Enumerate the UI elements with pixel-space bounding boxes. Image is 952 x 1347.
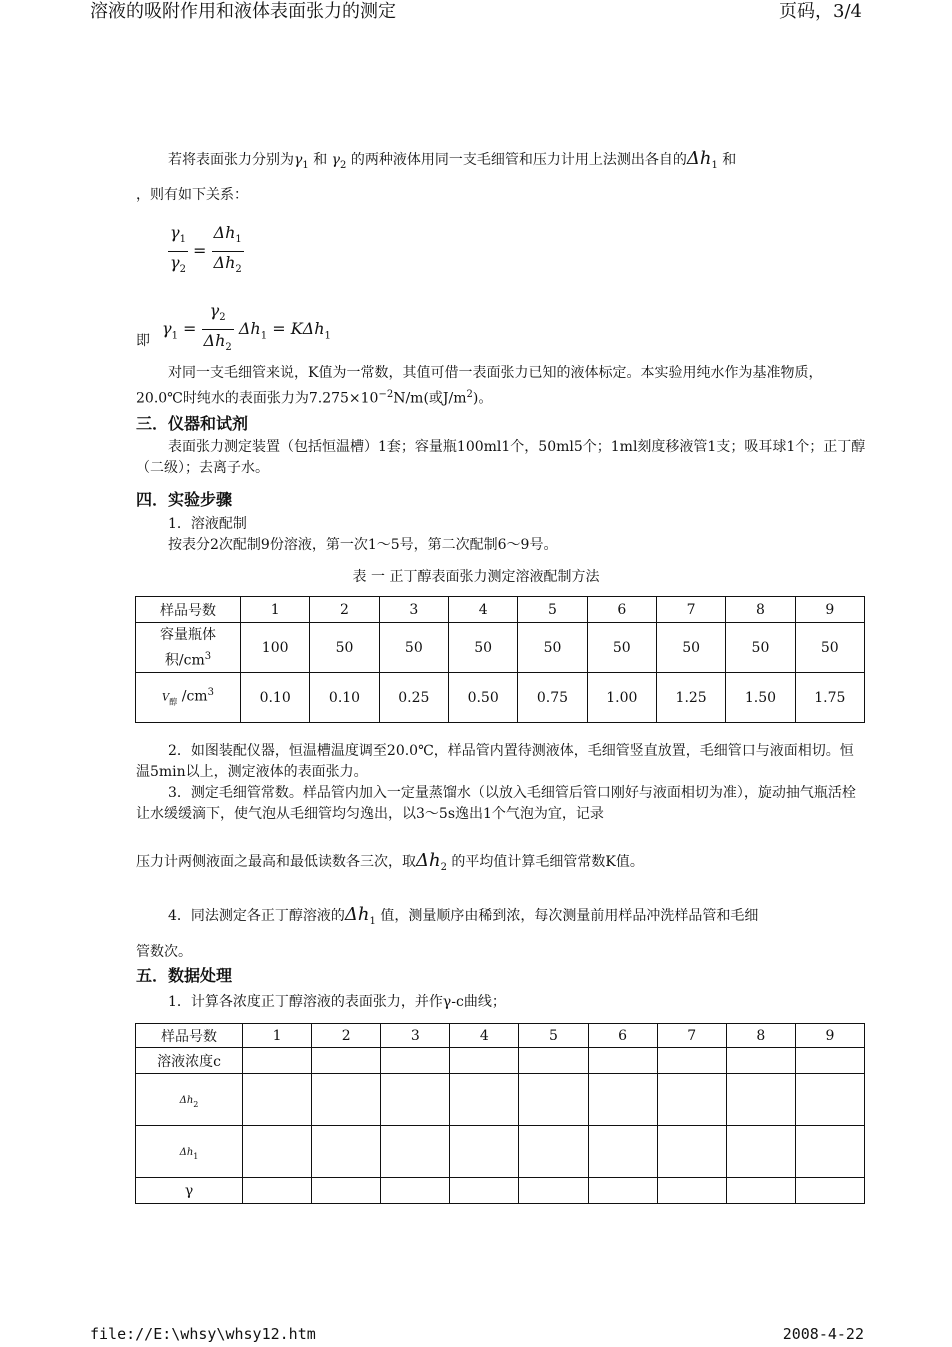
table-row [136,1178,865,1204]
table-header-cell: 4 [448,597,517,623]
step-3-continued: 压力计两侧液面之最高和最低读数各三次，取$\Delta h_2$ 的平均值计算毛细管常数K值。 [136,850,644,873]
table-header-cell: 2 [310,597,379,623]
table-cell: 100 [241,623,310,673]
table-header-cell: 1 [243,1024,312,1048]
table-cell: 0.50 [448,673,517,723]
table-cell: 50 [518,623,587,673]
table-cell: 1.25 [656,673,725,723]
table-cell: 50 [587,623,656,673]
table-header-cell: 3 [379,597,448,623]
footer-date: 2008-4-22 [782,1325,864,1343]
table-cell: 50 [448,623,517,673]
table-row [136,673,865,723]
step-1-title: 1．溶液配制 [168,516,247,532]
step-1-text: 按表分2次配制9份溶液，第一次1～5号，第二次配制6～9号。 [168,537,558,553]
table-row [136,623,865,673]
row-label-alcohol-volume: $V_醇$ $/cm^3$ [136,673,241,723]
equation-ratio: $\frac{\gamma_1}{\gamma_2}$ = $\frac{\Delta h_1}{\Delta h_2}$ [170,223,242,276]
table-header-cell: 6 [587,597,656,623]
header-page-number: 页码，3/4 [779,1,862,22]
row-label-delta-h1: $\Delta h_1$ [136,1126,243,1178]
table-row [136,1074,865,1126]
data-step-1: 1．计算各浓度正丁醇溶液的表面张力，并作γ-c曲线； [168,994,506,1010]
step-2-text: 2．如图装配仪器，恒温槽温度调至20.0℃，样品管内置待测液体，毛细管竖直放置，毛细管口与液面相切。恒温5min以上，测定液体的表面张力。 [136,743,854,780]
footer-file-path: file://E:\whsy\whsy12.htm [90,1325,316,1343]
table-cell: 0.10 [241,673,310,723]
table-1 [135,596,865,723]
table-header-cell: 2 [312,1024,381,1048]
table-header-cell: 4 [450,1024,519,1048]
section-4-title: 四．实验步骤 [136,490,233,509]
table-header-cell: 9 [795,597,864,623]
table-header-cell: 样品号数 [136,597,241,623]
step-4-continued: 管数次。 [136,944,192,960]
table-header-cell: 7 [657,1024,726,1048]
table-cell: 50 [795,623,864,673]
equation-gamma1: $\gamma_1$ = $\frac{\gamma_2}{\Delta h_2}$ $\Delta h_1 = K\Delta h_1$ [162,301,331,354]
table-cell: 50 [379,623,448,673]
table-cell: 50 [726,623,795,673]
table-header-cell: 样品号数 [136,1024,243,1048]
table-header-cell: 1 [241,597,310,623]
table-cell: 50 [656,623,725,673]
table-row [136,1126,865,1178]
table-header-cell: 9 [795,1024,864,1048]
table-cell: 1.50 [726,673,795,723]
table-cell: 0.25 [379,673,448,723]
table-header-cell: 8 [726,597,795,623]
table-header-cell: 3 [381,1024,450,1048]
header-title: 溶液的吸附作用和液体表面张力的测定 [90,1,396,22]
table-row [136,1048,865,1074]
table-header-cell: 6 [588,1024,657,1048]
step-3-text: 3．测定毛细管常数。样品管内加入一定量蒸馏水（以放入毛细管后管口刚好与液面相切为准），旋动抽气瓶活栓让水缓缓滴下，使气泡从毛细管均匀逸出，以3～5s逸出1个气泡为宜，记录 [136,785,856,822]
ji-label: 即 [136,333,150,349]
table-row [136,1024,865,1048]
row-label-flask-volume: 容量瓶体 积$/cm^3$ [136,623,241,673]
table-cell: 50 [310,623,379,673]
intro-line-1: 若将表面张力分别为$\gamma_1$ 和 $\gamma_2$ 的两种液体用同一支毛细管和压力计用上法测出各自的$\Delta h_1$ 和 [168,148,737,171]
paragraph-k-constant: 对同一支毛细管来说，K值为一常数，其值可借一表面张力已知的液体标定。本实验用纯水作为基准物质，20.0℃时纯水的表面张力为$7.275\times 10^{-2}N/m$(或$J/m^2$)。 [136,365,823,407]
intro-line-2: ，则有如下关系： [136,187,248,203]
table-1-caption: 表 一 正丁醇表面张力测定溶液配制方法 [352,569,600,585]
table-header-cell: 7 [656,597,725,623]
table-cell: 0.10 [310,673,379,723]
table-header-cell: 8 [726,1024,795,1048]
table-header-cell: 5 [519,1024,588,1048]
table-2 [135,1023,865,1204]
row-label-gamma: γ [136,1178,243,1204]
table-row [136,597,865,623]
section-5-title: 五．数据处理 [136,966,233,985]
row-label-delta-h2: $\Delta h_2$ [136,1074,243,1126]
section-3-text: 表面张力测定装置（包括恒温槽）1套；容量瓶100ml1个，50ml5个；1ml刻度移液管1支；吸耳球1个；正丁醇（二级）；去离子水。 [136,439,866,476]
table-cell: 1.00 [587,673,656,723]
step-4-text: 4．同法测定各正丁醇溶液的$\Delta h_1$ 值，测量顺序由稀到浓，每次测量前用样品冲洗样品管和毛细 [168,904,759,927]
table-cell: 0.75 [518,673,587,723]
table-cell: 1.75 [795,673,864,723]
table-header-cell: 5 [518,597,587,623]
row-label-concentration: 溶液浓度c [136,1048,243,1074]
section-3-title: 三．仪器和试剂 [136,414,249,433]
